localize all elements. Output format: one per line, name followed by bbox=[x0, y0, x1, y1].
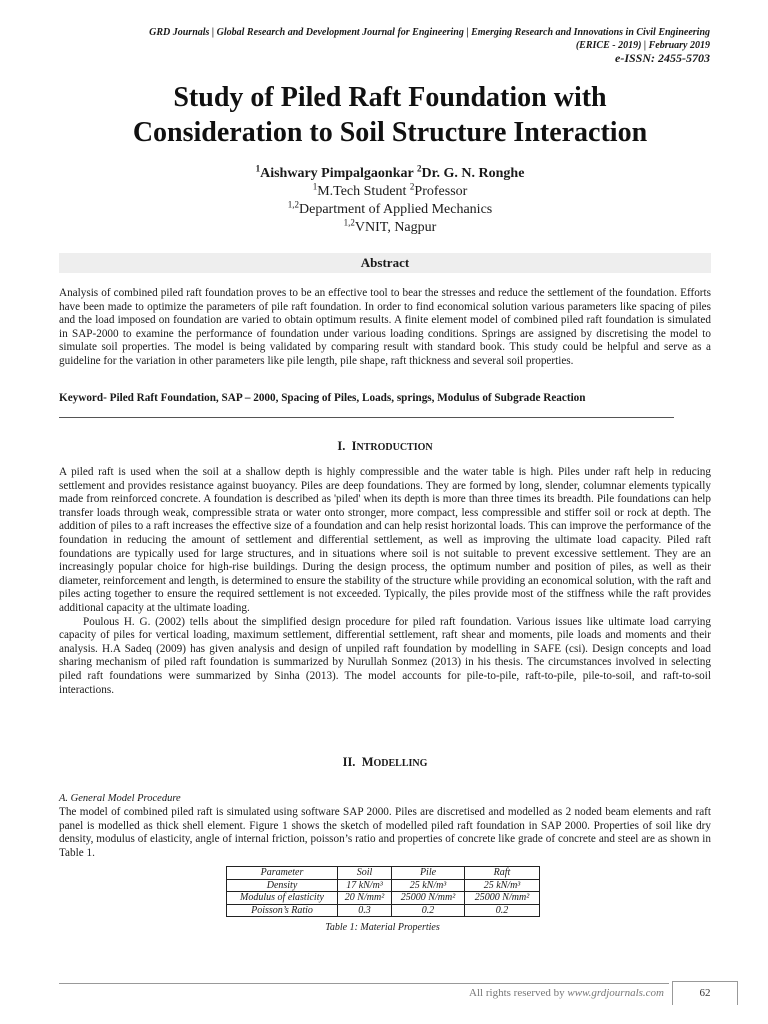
section-title-rest: ODELLING bbox=[373, 758, 428, 769]
table-cell: 25000 N/mm² bbox=[392, 892, 465, 905]
table-header-cell: Soil bbox=[338, 867, 392, 880]
institute-affil: 1,2 bbox=[343, 217, 355, 228]
journal-issue: (ERICE - 2019) | February 2019 bbox=[575, 40, 710, 51]
author-institute bbox=[40, 219, 740, 237]
table-header-cell: Pile bbox=[392, 867, 465, 880]
material-properties-table bbox=[226, 866, 540, 917]
divider-rule bbox=[59, 417, 674, 418]
section-title-rest: NTRODUCTION bbox=[356, 442, 433, 453]
table-cell: 17 kN/m³ bbox=[338, 879, 392, 892]
table-cell: 20 N/mm² bbox=[338, 892, 392, 905]
section-number: I. bbox=[337, 439, 346, 453]
paper-title bbox=[40, 80, 740, 150]
table-row bbox=[227, 904, 540, 917]
role-1-affil: 1 bbox=[312, 181, 318, 192]
role-1: M.Tech Student bbox=[317, 184, 410, 199]
footer-rights-text: All rights reserved by bbox=[469, 987, 568, 999]
section-title-initial: I bbox=[351, 439, 357, 453]
author-roles bbox=[40, 183, 740, 201]
table-cell: Density bbox=[227, 879, 338, 892]
institute-name: VNIT, Nagpur bbox=[354, 220, 437, 235]
role-2-affil: 2 bbox=[409, 181, 415, 192]
table-cell: Poisson’s Ratio bbox=[227, 904, 338, 917]
table-caption: Table 1: Material Properties bbox=[325, 922, 440, 933]
table-row bbox=[227, 892, 540, 905]
section-number: II. bbox=[342, 755, 356, 769]
author-names bbox=[40, 165, 740, 183]
footer-website-link[interactable]: www.grdjournals.com bbox=[567, 987, 664, 999]
table-cell: 0.2 bbox=[465, 904, 540, 917]
author-2-name: Dr. G. N. Ronghe bbox=[421, 166, 525, 181]
journal-issn: e-ISSN: 2455-5703 bbox=[615, 51, 710, 65]
modelling-body bbox=[59, 806, 711, 860]
journal-header bbox=[50, 26, 710, 65]
footer-rights bbox=[300, 987, 664, 999]
table-header-row bbox=[227, 867, 540, 880]
department-name: Department of Applied Mechanics bbox=[299, 202, 493, 217]
department-affil: 1,2 bbox=[287, 199, 300, 210]
introduction-body bbox=[59, 466, 711, 697]
introduction-paragraph-1: A piled raft is used when the soil at a shallow depth is highly compressible and the water table is high. Piles under raft help in reducing settlement and provides resistance against buoyancy. Piles are deep foundations. They are formed by long, slender, columnar elements typically made from reinforced concrete. A foundation is described as 'piled' when its depth is more than three times its breadth. Pile foundations can help transfer loads through weak, compressible strata or water onto stronger, more compact, less compressible and stiffer soil or rock at depth. The addition of piles to a raft increases the effective size of a foundation and can help resist horizontal loads. This can improve the performance of the foundation in reducing the amount of settlement and differential settlement, as well as improving the ultimate load capacity. Piled raft foundations are typically used for large structures, and in situations where soil is not suitable to prevent excessive settlement. They are an increasingly popular choice for high-rise buildings. During the design process, the optimum number and position of piles, as well as their diameter, reinforcement and length, is determined to ensure the stability of the structure while providing an economical solution, with the raft and piles acting together to ensure the required settlement is not exceeded. Typically, the piles provide most of the stiffness while the raft provides additional capacity at the ultimate loading. bbox=[59, 466, 711, 614]
paper-title-line-2: Consideration to Soil Structure Interaction bbox=[132, 117, 648, 148]
keywords: Keyword- Piled Raft Foundation, SAP – 2000, Spacing of Piles, Loads, springs, Modulus of Subgrade Reaction bbox=[59, 392, 586, 404]
author-department bbox=[40, 201, 740, 219]
author-1-affil: 1 bbox=[255, 163, 261, 174]
role-2: Professor bbox=[414, 184, 468, 199]
table-cell: Modulus of elasticity bbox=[227, 892, 338, 905]
table-cell: 25000 N/mm² bbox=[465, 892, 540, 905]
section-heading-introduction bbox=[59, 438, 711, 456]
section-heading-modelling bbox=[59, 754, 711, 772]
author-block bbox=[40, 165, 740, 237]
paper-title-line-1: Study of Piled Raft Foundation with bbox=[173, 82, 607, 113]
page-number: 62 bbox=[672, 981, 738, 1005]
footer-rule bbox=[59, 983, 669, 984]
journal-names: GRD Journals | Global Research and Development Journal for Engineering | Emerging Research and Innovations in Civil Engineering bbox=[149, 27, 710, 38]
table-cell: 25 kN/m³ bbox=[392, 879, 465, 892]
table-cell: 0.3 bbox=[338, 904, 392, 917]
table-header-cell: Raft bbox=[465, 867, 540, 880]
modelling-paragraph-1: The model of combined piled raft is simulated using software SAP 2000. Piles are discretised and modelled as 2 noded beam elements and raft panel is modelled as thick shell element. Figure 1 shows the sketch of modelled piled raft foundation in SAP 2000. Properties of soil like dry density, modulus of elasticity, angle of internal friction, poisson’s ratio and properties of concrete like grade of concrete and steel are as shown in Table 1. bbox=[59, 806, 711, 859]
section-title-initial: M bbox=[361, 755, 374, 769]
table-row bbox=[227, 879, 540, 892]
author-2-affil: 2 bbox=[416, 163, 422, 174]
table-cell: 0.2 bbox=[392, 904, 465, 917]
table-cell: 25 kN/m³ bbox=[465, 879, 540, 892]
table-header-cell: Parameter bbox=[227, 867, 338, 880]
abstract-heading: Abstract bbox=[59, 253, 711, 273]
author-1-name: Aishwary Pimpalgaonkar bbox=[260, 166, 417, 181]
subsection-heading: A. General Model Procedure bbox=[59, 793, 181, 804]
abstract-text: Analysis of combined piled raft foundation proves to be an effective tool to bear the stresses and reduce the settlement of the foundation. Efforts have been made to optimize the parameters of pile raft foundation. In order to find economical solution various parameters like spacing of piles and the load imposed on foundation are varied to obtain optimum results. A finite element model of combined piled raft foundation is simulated in SAP-2000 to examine the performance of foundation under various loading conditions. Springs are assigned by discretising the model to simulate soil properties. The model is being validated by comparing result with standard book. This study could be helpful and serve as a guideline for the variation in other parameters like pile length, pile shape, raft thickness and several soil properties. bbox=[59, 287, 711, 367]
introduction-paragraph-2: Poulous H. G. (2002) tells about the simplified design procedure for piled raft foundation. Various issues like ultimate load carrying capacity of piles for vertical loading, maximum settlement, differential settlement, raft shear and moments, pile loads and moments and their analysis. H.A Sadeq (2009) has given analysis and design of unpiled raft foundation by modelling in SAFE (csi). Design concepts and load sharing mechanism of piled raft foundation is summarized by Nurullah Sonmez (2013) in his thesis. The circumstances involved in selecting piled raft foundations were summarized by Sinha (2013). The model accounts for pile-to-pile, raft-to-pile, pile-to-soil, and raft-to-soil interactions. bbox=[59, 615, 711, 696]
